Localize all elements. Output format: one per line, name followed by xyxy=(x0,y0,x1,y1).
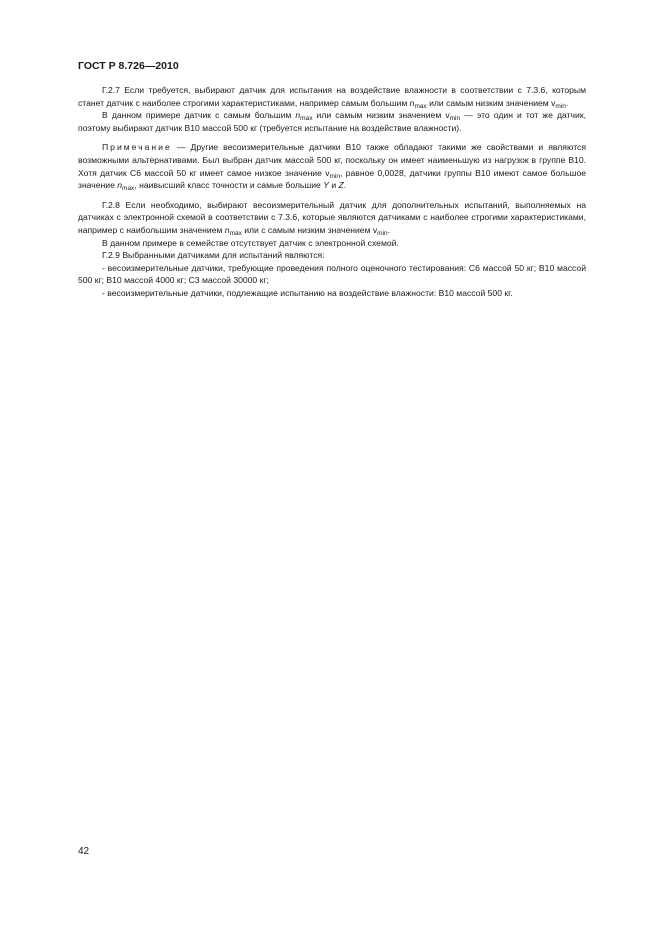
note-paragraph: Примечание — Другие весоизмерительные датчики В10 также обладают такими же свойствами и являются возможными альтернативами. Был выбран датчик массой 500 кг, поскольку он имеет наименьшую из нагрузок в группе В10. Хотя датчик С6 массой 50 кг имеет самое низкое значение $v_{min}$, равное 0,0028, датчики группы В10 имеют самое большое значение $n_{max}$, наивысший класс точности и самые большие Y и Z. xyxy=(78,142,586,193)
page-number: 42 xyxy=(78,846,90,857)
document-body xyxy=(78,84,586,300)
list-item: - весоизмерительные датчики, подлежащие испытанию на воздействие влажности: В10 массой 500 кг. xyxy=(102,287,513,298)
clause-g27-example: В данном примере датчик с самым большим $n_{max}$ или самым низким значением $v_{min}$ — это один и тот же датчик, поэтому выбирают датчик В10 массой 500 кг (требуется испытание на воздействие влажности). xyxy=(78,110,586,133)
clause-g28-example: В данном примере в семействе отсутствует датчик с электронной схемой. xyxy=(102,237,399,248)
clause-g28: Г.2.8 Если необходимо, выбирают весоизмерительный датчик для дополнительных испытаний, выполняемых на датчиках с электронной схемой в соответствии с 7.3.6, которые являются датчиками с наиболее строгими характеристиками, например с наибольшим значением $n_{max}$ или с самым низким значением $v_{min}$. xyxy=(78,199,586,237)
clause-g29: Г.2.9 Выбранными датчиками для испытаний являются: xyxy=(102,250,325,261)
list-item: - весоизмерительные датчики, требующие проведения полного оценочного тестирования: С6 массой 50 кг; В10 массой 500 кг; В10 массой 4000 кг; С3 массой 30000 кг; xyxy=(78,262,586,286)
document-header: ГОСТ Р 8.726—2010 xyxy=(78,60,179,72)
clause-g27: Г.2.7 Если требуется, выбирают датчик для испытания на воздействие влажности в соответствии с 7.3.6, которым станет датчик с наиболее строгими характеристиками, например самым большим $n_{max}$ или самым низким значением $v_{min}$. xyxy=(78,85,586,110)
